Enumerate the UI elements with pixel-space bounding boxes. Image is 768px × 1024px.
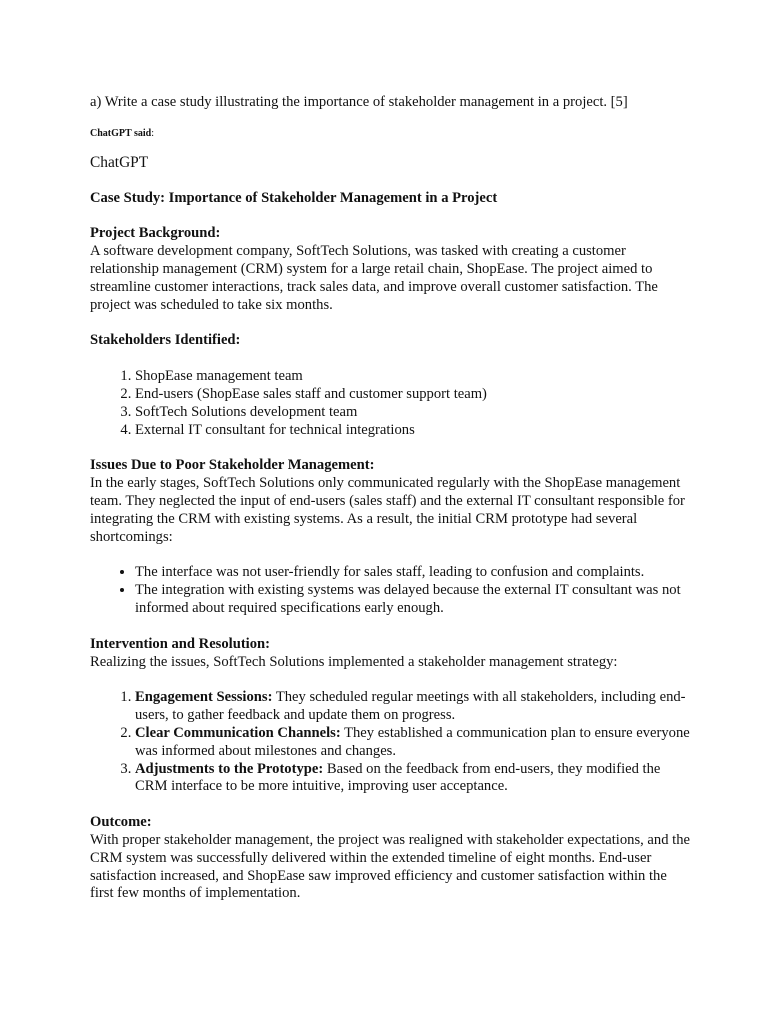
case-study-title: Case Study: Importance of Stakeholder Management in a Project (90, 189, 498, 206)
item-label: Engagement Sessions: (135, 689, 273, 706)
list-item: • The interface was not user-friendly for sales staff, leading to confusion and complaints. (135, 564, 690, 582)
list-item: 2. End-users (ShopEase sales staff and customer support team) (135, 386, 690, 404)
intervention-heading: Intervention and Resolution: (90, 635, 271, 652)
said-label-text: ChatGPT said (90, 127, 152, 139)
list-item: 4. External IT consultant for technical integrations (135, 422, 690, 440)
intervention-text: Realizing the issues, SoftTech Solutions implemented a stakeholder management strategy: (90, 653, 618, 670)
bot-name: ChatGPT (90, 153, 149, 171)
list-item (135, 725, 690, 761)
item-text: They established a communication plan to ensure everyone was informed about milestones and changes. (135, 724, 690, 759)
issues-text: In the early stages, SoftTech Solutions only communicated regularly with the ShopEase management team. They neglected the input of end-users (sales staff) and the external IT consultant responsible for integrating the CRM with existing systems. As a result, the initial CRM prototype had several shortcomings: (90, 475, 685, 545)
question-text: a) Write a case study illustrating the importance of stakeholder management in a project. [5] (90, 94, 628, 110)
list-item: • The integration with existing systems was delayed because the external IT consultant was not informed about required specifications early enough. (135, 582, 690, 618)
stakeholders-heading: Stakeholders Identified: (90, 332, 241, 349)
issues-heading: Issues Due to Poor Stakeholder Management: (90, 457, 375, 474)
outcome-text: With proper stakeholder management, the project was realigned with stakeholder expectations, and the CRM system was successfully delivered within the extended timeline of eight months. End-user satisfaction increased, and ShopEase saw improved efficiency and customer satisfaction within the first few months of implementation. (90, 831, 690, 902)
background-text: A software development company, SoftTech Solutions, was tasked with creating a customer relationship management (CRM) system for a large retail chain, ShopEase. The project aimed to streamline customer interactions, track sales data, and improve overall customer satisfaction. The project was scheduled to take six months. (90, 243, 658, 313)
stakeholders-list (90, 368, 690, 439)
outcome-heading: Outcome: (90, 814, 152, 831)
background-heading: Project Background: (90, 225, 221, 242)
list-item (135, 761, 690, 797)
list-item: 3. SoftTech Solutions development team (135, 404, 690, 422)
item-label: Adjustments to the Prototype: (135, 760, 324, 777)
list-item (135, 689, 690, 725)
intervention-list (90, 689, 690, 796)
item-text: Based on the feedback from end-users, they modified the CRM interface to be more intuitive, improving user acceptance. (135, 760, 661, 795)
issues-bullets (90, 564, 690, 617)
chatgpt-said-label (90, 128, 690, 140)
item-label: Clear Communication Channels: (135, 724, 341, 741)
document-page (90, 94, 690, 921)
list-item: 1. ShopEase management team (135, 368, 690, 386)
item-text: They scheduled regular meetings with all stakeholders, including end-users, to gather feedback and update them on progress. (135, 689, 686, 724)
said-colon: : (151, 127, 155, 139)
